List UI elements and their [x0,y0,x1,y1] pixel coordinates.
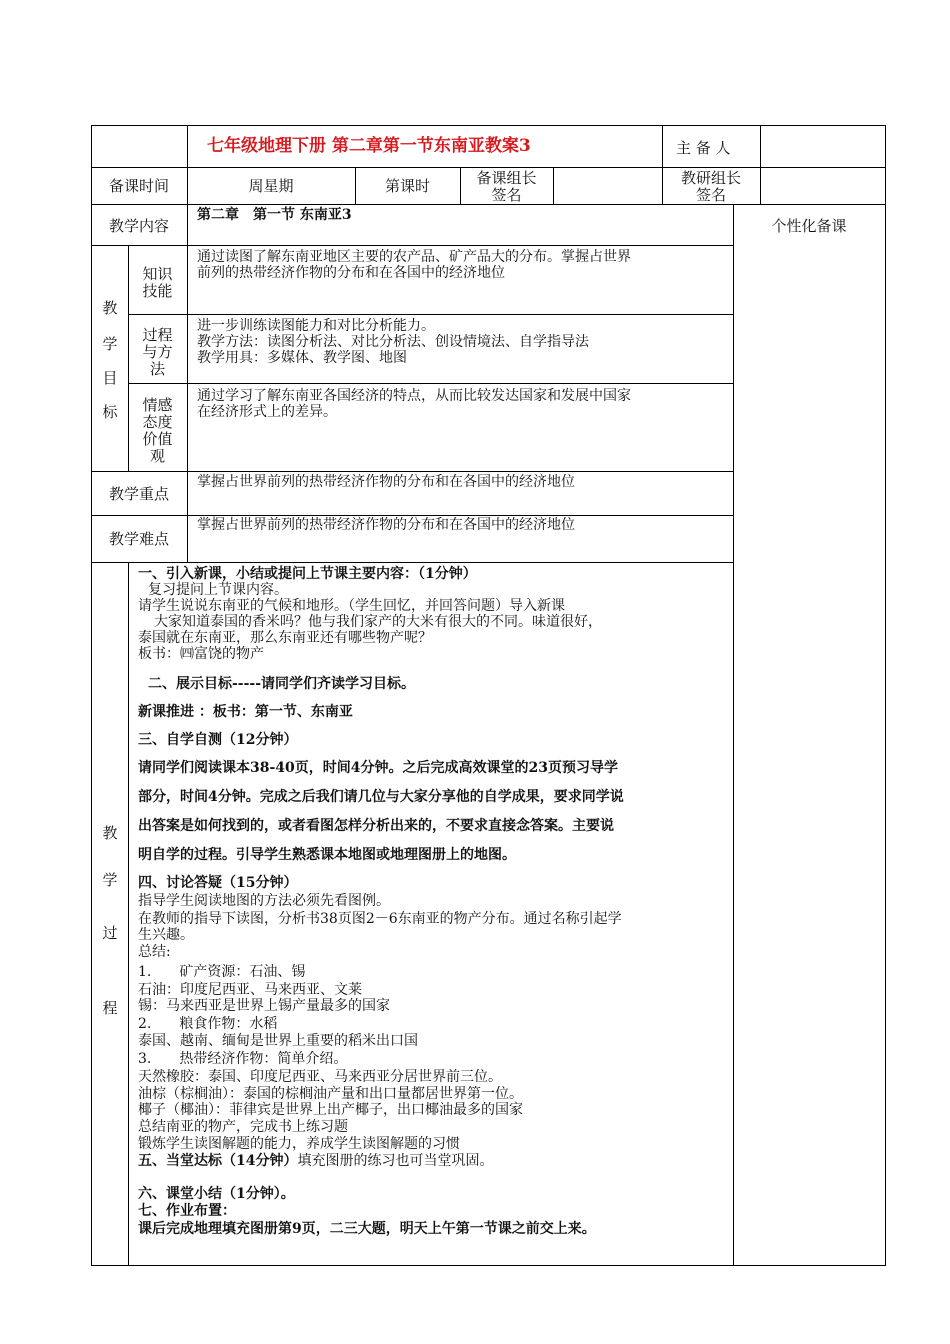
emotion-label: 价值 [142,430,173,448]
section-1-title: 一、引入新课，小结或提问上节课主要内容：（1分钟） [138,566,477,582]
emotion-text: 通过学习了解东南亚各国经济的特点，从而比较发达国家和发展中国家 [197,388,631,404]
section-7-title: 七、作业布置： [138,1203,236,1219]
period-label: 第课时 [384,177,430,195]
process-label-char: 学 [102,871,118,889]
emotion-label: 情感 [142,396,173,414]
table-border-right [885,125,886,1266]
emotion-text: 在经济形式上的差异。 [197,404,337,420]
col-line [733,204,734,1266]
col-line [128,562,129,1266]
section-1-text: 复习提问上节课内容。 [148,582,288,598]
section-1-text: 请学生说说东南亚的气候和地形。（学生回忆，并回答问题）导入新课 [138,598,565,614]
process-method-label: 与方 [142,343,173,361]
section-3-text: 明自学的过程。引导学生熟悉课本地图或地理图册上的地图。 [138,847,516,863]
process-method-text: 教学用具：多媒体、教学图、地图 [197,350,407,366]
section-1-text: 大家知道泰国的香米吗？他与我们家产的大米有很大的不同。味道很好， [154,614,602,630]
section-5-line [138,1153,726,1169]
difficulty-label: 教学难点 [108,530,169,548]
section-4-text: 生兴趣。 [138,927,194,943]
process-method-text: 进一步训练读图能力和对比分析能力。 [197,318,435,334]
row-line [91,204,886,205]
section-4-text: 指导学生阅读地图的方法必须先看图例。 [138,893,390,909]
section-5-text: 填充图册的练习也可当堂巩固。 [297,1153,494,1169]
difficulty-text: 掌握占世界前列的热带经济作物的分布和在各国中的经济地位 [197,517,575,533]
process-method-label: 过程 [142,326,173,344]
section-4-text: 2. 粮食作物：水稻 [138,1016,278,1032]
research-leader-sign-label: 签名 [695,186,726,204]
process-method-label: 法 [149,360,165,378]
personal-prep-label: 个性化备课 [771,217,847,235]
process-method-text: 教学方法：读图分析法、对比分析法、创设情境法、自学指导法 [197,334,589,350]
homework-text: 课后完成地理填充图册第9页，二三大题，明天上午第一节课之前交上来。 [138,1221,596,1237]
knowledge-text: 前列的热带经济作物的分布和在各国中的经济地位 [197,265,505,281]
section-4-text: 锻炼学生读图解题的能力，养成学生读图解题的习惯 [138,1136,460,1152]
key-point-text: 掌握占世界前列的热带经济作物的分布和在各国中的经济地位 [197,474,575,490]
col-line [553,167,554,205]
content-label: 教学内容 [108,217,169,235]
section-4-text: 1. 矿产资源：石油、锡 [138,964,306,980]
col-line [187,471,188,563]
section-4-text: 石油：印度尼西亚、马来西亚、文莱 [138,982,362,998]
row-line [91,167,886,168]
section-4-title: 四、讨论答疑（15分钟） [138,875,298,891]
section-4-text: 椰子（椰油）：菲律宾是世界上出产椰子，出口椰油最多的国家 [138,1102,523,1118]
process-label-char: 教 [102,824,118,842]
new-lesson-line: 新课推进 ：板书：第一节、东南亚 [138,704,353,720]
section-1-text: 泰国就在东南亚，那么东南亚还有哪些物产呢？ [138,630,432,646]
section-3-text: 请同学们阅读课本38-40页，时间4分钟。之后完成高效课堂的23页预习导学 [138,760,618,776]
section-3-text: 部分，时间4分钟。完成之后我们请几位与大家分享他的自学成果，要求同学说 [138,789,624,805]
section-6-title: 六、课堂小结（1分钟）。 [138,1186,295,1202]
goals-label-char: 学 [102,335,118,353]
lesson-title: 七年级地理下册 第二章第一节东南亚教案3 [207,136,531,156]
section-4-text: 在教师的指导下读图，分析书38页图2－6东南亚的物产分布。通过名称引起学 [138,911,622,927]
section-4-text: 总结: [138,944,171,960]
section-4-text: 总结南亚的物产，完成书上练习题 [138,1119,348,1135]
main-preparer-label: 主 备 人 [676,139,731,157]
section-4-text: 油棕（棕榈油）：泰国的棕榈油产量和出口量都居世界第一位。 [138,1086,523,1102]
col-line [760,125,761,205]
section-3-text: 出答案是如何找到的，或者看图怎样分析出来的，不要求直接念答案。主要说 [138,818,614,834]
goals-label-char: 标 [102,403,118,421]
content-value: 第二章 第一节 东南亚3 [197,207,352,223]
group-leader-sign-label: 签名 [491,186,522,204]
section-5-title: 五、当堂达标（14分钟） [138,1153,298,1169]
section-1-text: 板书：㈣富饶的物产 [138,646,264,662]
knowledge-label: 技能 [142,282,173,300]
row-line [128,314,734,315]
week-label: 周星期 [248,177,294,195]
emotion-label: 态度 [142,413,173,431]
process-label-char: 程 [102,999,118,1017]
goals-label-char: 教 [102,299,118,317]
research-leader-sign-label: 教研组长 [680,169,741,187]
section-4-text: 3. 热带经济作物：简单介绍。 [138,1051,348,1067]
prep-time-label: 备课时间 [108,177,169,195]
row-line [128,383,734,384]
section-3-title: 三、自学自测（12分钟） [138,732,298,748]
knowledge-label: 知识 [142,265,173,283]
section-4-text: 天然橡胶：泰国、印度尼西亚、马来西亚分居世界前三位。 [138,1069,502,1085]
section-4-text: 锡：马来西亚是世界上锡产量最多的国家 [138,998,390,1014]
table-border-bottom [91,1265,886,1266]
section-2-title: 二、展示目标-----请同学们齐读学习目标。 [148,676,416,692]
knowledge-text: 通过读图了解东南亚地区主要的农产品、矿产品大的分布。掌握占世界 [197,249,631,265]
process-label-char: 过 [102,924,118,942]
section-4-text: 泰国、越南、缅甸是世界上重要的稻米出口国 [138,1033,418,1049]
emotion-label: 观 [149,447,165,465]
goals-label-char: 目 [102,369,118,387]
col-line [187,245,188,472]
group-leader-sign-label: 备课组长 [476,169,537,187]
table-border-top [91,125,886,126]
key-point-label: 教学重点 [108,485,169,503]
